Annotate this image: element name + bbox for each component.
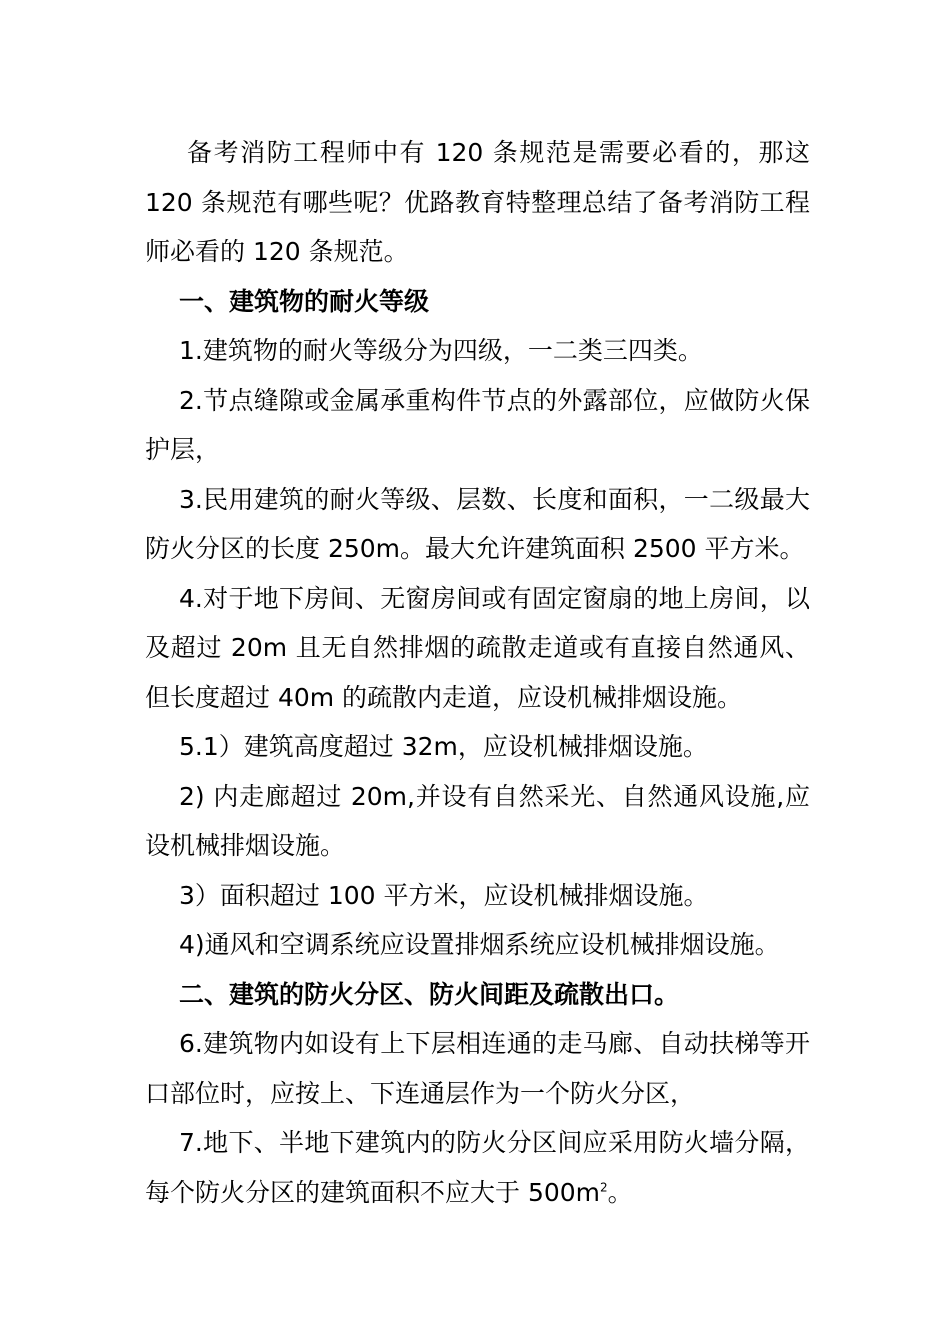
- paragraph-item-5-4: 4)通风和空调系统应设置排烟系统应设机械排烟设施。: [179, 930, 780, 959]
- paragraph-item-1: 1.建筑物的耐火等级分为四级，一二类三四类。: [179, 336, 703, 365]
- paragraph-item-5-3: 3）面积超过 100 平方米，应设机械排烟设施。: [179, 880, 709, 910]
- section-heading-fire-resistance: 一、建筑物的耐火等级: [179, 286, 430, 316]
- paragraph-item-2: 2.节点缝隙或金属承重构件节点的外露部位，应做防火保护层，: [145, 385, 810, 464]
- intro-paragraph: 备考消防工程师中有 120 条规范是需要必看的，那这 120 条规范有哪些呢？优路教育特整理总结了备考消防工程师必看的 120 条规范。: [145, 138, 810, 266]
- paragraph-item-3: 3.民用建筑的耐火等级、层数、长度和面积，一二级最大防火分区的长度 250m。最大允许建筑面积 2500 平方米。: [145, 484, 810, 563]
- document-body: [145, 128, 810, 1217]
- paragraph-item-6: 6.建筑物内如设有上下层相连通的走马廊、自动扶梯等开口部位时，应按上、下连通层作为一个防火分区，: [145, 1029, 810, 1108]
- superscript-unit: 2: [600, 1180, 608, 1195]
- paragraph-item-7: [145, 1118, 810, 1217]
- paragraph-item-5-1: 5.1）建筑高度超过 32m，应设机械排烟设施。: [179, 732, 708, 761]
- paragraph-item-7-text: 7.地下、半地下建筑内的防火分区间应采用防火墙分隔，每个防火分区的建筑面积不应大于 500m: [145, 1128, 810, 1207]
- section-heading-fire-compartment: 二、建筑的防火分区、防火间距及疏散出口。: [179, 979, 680, 1009]
- paragraph-item-4: 4.对于地下房间、无窗房间或有固定窗扇的地上房间，以及超过 20m 且无自然排烟的疏散走道或有直接自然通风、但长度超过 40m 的疏散内走道，应设机械排烟设施。: [145, 583, 810, 712]
- paragraph-item-7-tail: 。: [607, 1177, 633, 1207]
- paragraph-item-5-2: 2) 内走廊超过 20m,并设有自然采光、自然通风设施,应设机械排烟设施。: [145, 781, 810, 860]
